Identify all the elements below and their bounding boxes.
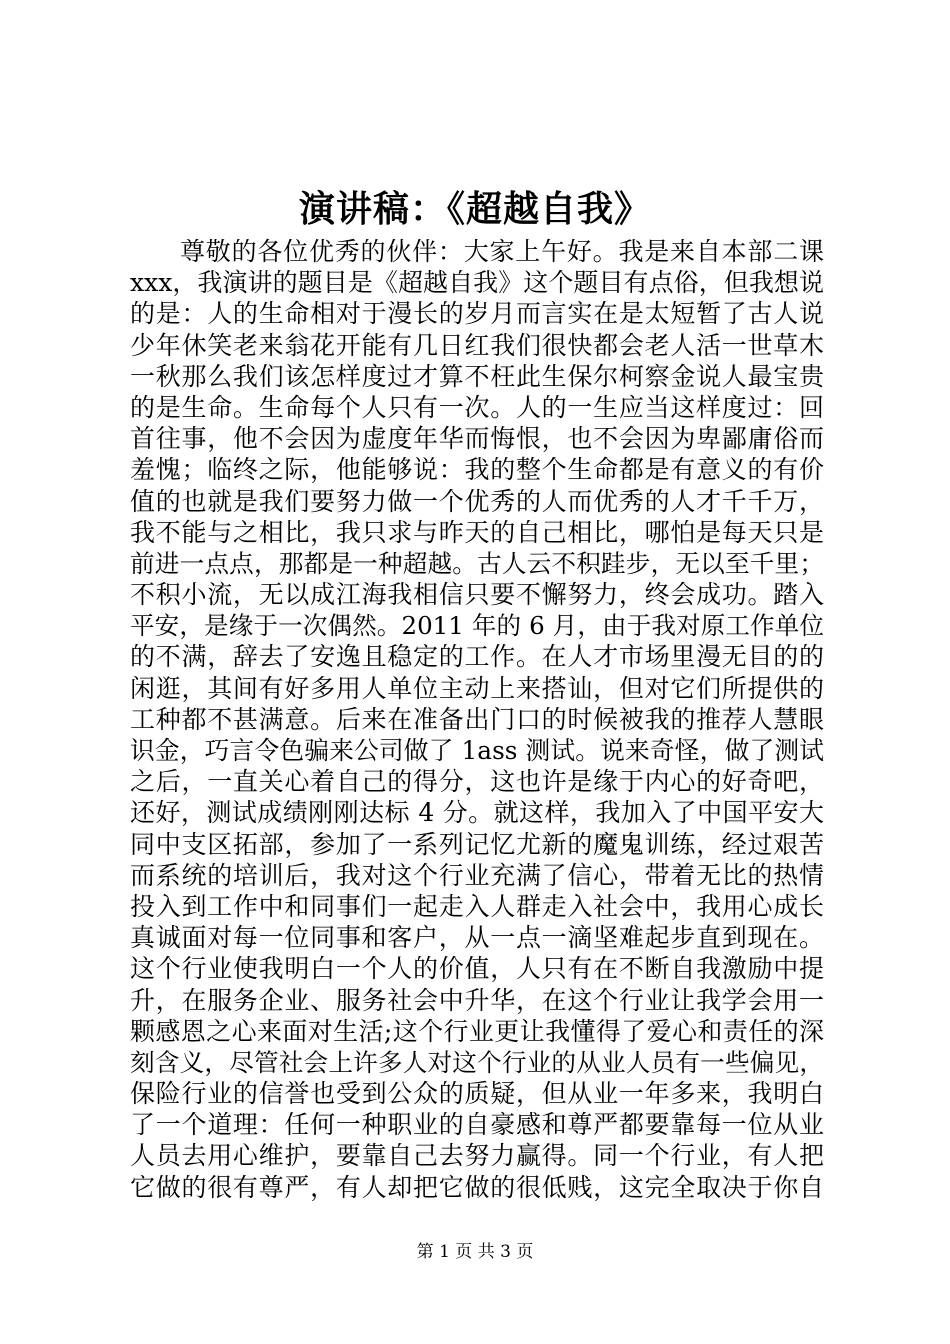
body-line: 工种都不甚满意。后来在准备出门口的时候被我的推荐人慧眼 <box>130 704 824 734</box>
body-line: 升，在服务企业、服务社会中升华，在这个行业让我学会用一 <box>130 985 824 1015</box>
body-line: 的是：人的生命相对于漫长的岁月而言实在是太短暂了古人说 <box>130 299 824 329</box>
body-line: 这个行业使我明白一个人的价值，人只有在不断自我激励中提 <box>130 954 824 984</box>
document-body <box>130 236 824 1203</box>
body-line: 之后，一直关心着自己的得分，这也许是缘于内心的好奇吧， <box>130 767 824 797</box>
body-line: 颗感恩之心来面对生活;这个行业更让我懂得了爱心和责任的深 <box>130 1016 824 1046</box>
page-footer: 第 1 页 共 3 页 <box>416 1242 534 1262</box>
body-line: 保险行业的信誉也受到公众的质疑，但从业一年多来，我明白 <box>130 1079 824 1109</box>
body-line: 少年休笑老来翁花开能有几日红我们很快都会老人活一世草木 <box>130 330 824 360</box>
body-line: 人员去用心维护，要靠自己去努力赢得。同一个行业，有人把 <box>130 1141 824 1171</box>
body-line: 首往事，他不会因为虚度年华而悔恨，也不会因为卑鄙庸俗而 <box>130 424 824 454</box>
body-line: 同中支区拓部，参加了一系列记忆尤新的魔鬼训练，经过艰苦 <box>130 829 824 859</box>
body-line: 的是生命。生命每个人只有一次。人的一生应当这样度过：回 <box>130 392 824 422</box>
body-line: 真诚面对每一位同事和客户，从一点一滴坚难起步直到现在。 <box>130 923 824 953</box>
body-line: 平安，是缘于一次偶然。2011 年的 6 月，由于我对原工作单位 <box>130 611 824 641</box>
body-line: 闲逛，其间有好多用人单位主动上来搭讪，但对它们所提供的 <box>130 673 824 703</box>
body-line: xxx，我演讲的题目是《超越自我》这个题目有点俗，但我想说 <box>130 268 824 298</box>
body-line: 识金，巧言令色骗来公司做了 1ass 测试。说来奇怪，做了测试 <box>130 736 824 765</box>
body-line: 我不能与之相比，我只求与昨天的自己相比，哪怕是每天只是 <box>130 517 824 547</box>
body-line: 尊敬的各位优秀的伙伴：大家上午好。我是来自本部二课 <box>180 237 824 266</box>
body-line: 值的也就是我们要努力做一个优秀的人而优秀的人才千千万， <box>130 486 824 516</box>
body-line: 羞愧；临终之际，他能够说：我的整个生命都是有意义的有价 <box>130 455 824 485</box>
body-line: 的不满，辞去了安逸且稳定的工作。在人才市场里漫无目的的 <box>130 642 824 672</box>
document-title: 演讲稿：《超越自我》 <box>298 188 651 230</box>
body-line: 了一个道理：任何一种职业的自豪感和尊严都要靠每一位从业 <box>130 1110 824 1140</box>
body-line: 一秋那么我们该怎样度过才算不枉此生保尔柯察金说人最宝贵 <box>130 361 824 391</box>
body-line: 投入到工作中和同事们一起走入人群走入社会中，我用心成长 <box>130 891 824 921</box>
body-line: 它做的很有尊严，有人却把它做的很低贱，这完全取决于你自 <box>130 1172 824 1202</box>
body-line: 而系统的培训后，我对这个行业充满了信心，带着无比的热情 <box>130 860 824 890</box>
body-line: 不积小流，无以成江海我相信只要不懈努力，终会成功。踏入 <box>130 580 824 610</box>
body-line: 还好，测试成绩刚刚达标 4 分。就这样，我加入了中国平安大 <box>130 798 824 828</box>
body-line: 刻含义，尽管社会上许多人对这个行业的从业人员有一些偏见， <box>130 1047 824 1077</box>
body-line: 前进一点点，那都是一种超越。古人云不积跬步，无以至千里； <box>130 548 824 578</box>
